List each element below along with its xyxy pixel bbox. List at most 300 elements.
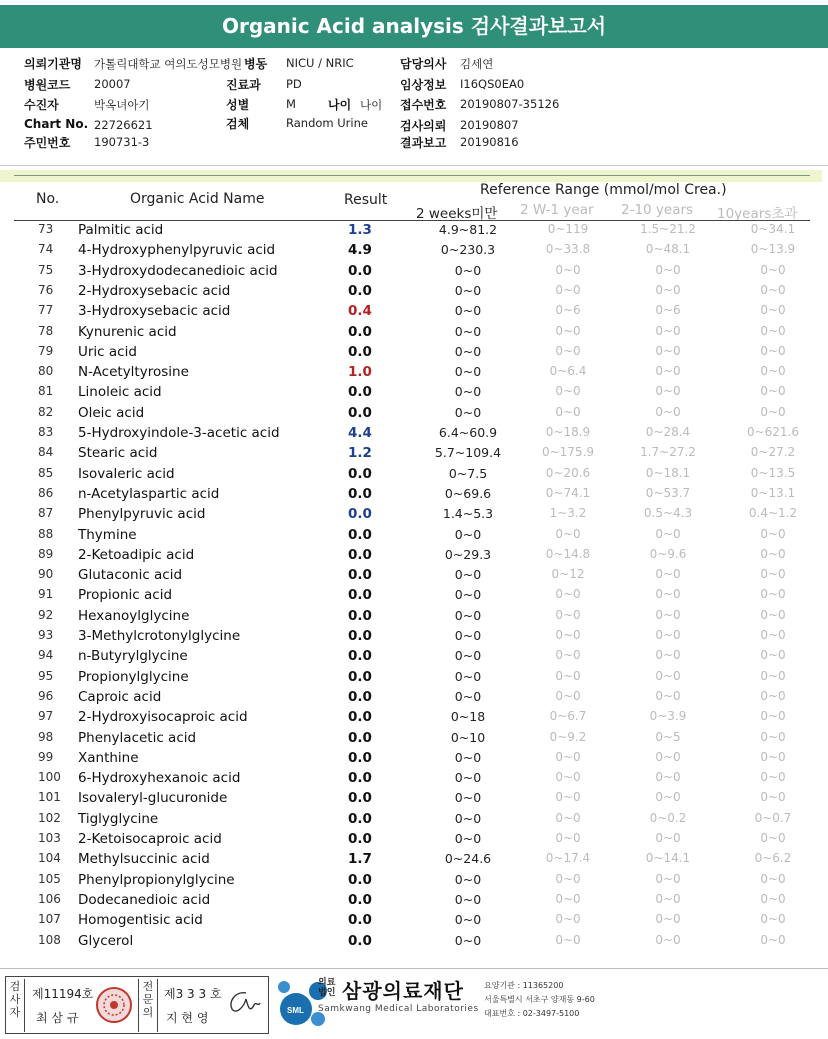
row-number: 82 (38, 404, 54, 419)
ref-2w-1y: 0~0 (555, 323, 581, 338)
ref-2-10y: 0~0 (655, 567, 681, 582)
ref-2-10y: 0~0 (655, 364, 681, 379)
result-value: 0.0 (348, 770, 372, 787)
ref-10y: 0~27.2 (750, 445, 796, 460)
acid-name: 2-Ketoadipic acid (78, 546, 195, 563)
row-number: 84 (38, 445, 54, 460)
row-number: 76 (38, 282, 54, 297)
ref-2weeks: 0~0 (454, 912, 482, 928)
patient-info (0, 52, 828, 167)
ref-2w-1y: 0~9.2 (549, 729, 587, 744)
acid-name: n-Acetylaspartic acid (78, 485, 220, 502)
acid-name: Kynurenic acid (78, 323, 177, 340)
row-number: 83 (38, 425, 54, 439)
ref-2weeks: 0~0 (454, 323, 482, 339)
institution-label: 의뢰기관명 (24, 57, 82, 71)
ref-2w-1y: 0~0 (555, 790, 581, 805)
ref-2weeks: 0~0 (454, 871, 482, 887)
specialist-name: 지 현 영 (166, 1011, 209, 1025)
ref-2w-1y: 0~6.7 (549, 709, 587, 724)
ref-2-10y: 0~0 (655, 607, 681, 622)
table-row (0, 364, 828, 384)
row-number: 75 (38, 262, 54, 277)
col-name-header: Organic Acid Name (130, 191, 265, 207)
resident-value: 190731-3 (94, 135, 150, 149)
row-number: 100 (38, 770, 61, 785)
acid-name: Oleic acid (78, 404, 145, 421)
ref-2weeks: 0~0 (454, 587, 482, 603)
ref-2-10y: 0~9.6 (649, 546, 687, 561)
ref-2weeks: 4.9~81.2 (438, 222, 498, 237)
acid-name: Homogentisic acid (78, 912, 203, 929)
row-number: 73 (38, 222, 54, 236)
ref-2weeks: 0~24.6 (444, 851, 492, 867)
acid-name: Glutaconic acid (78, 567, 183, 584)
acid-name: 4-Hydroxyphenylpyruvic acid (78, 242, 276, 259)
ref-10y: 0~0 (760, 709, 786, 724)
row-number: 105 (38, 871, 61, 886)
acid-name: Glycerol (78, 932, 134, 949)
ref-10y: 0~0 (760, 871, 786, 886)
ref-2weeks: 0~7.5 (448, 465, 488, 481)
table-row (0, 445, 828, 465)
signature-icon (224, 987, 262, 1017)
acid-name: Isovaleryl-glucuronide (78, 790, 228, 807)
hospital-code-label: 병원코드 (24, 78, 71, 92)
result-value: 0.0 (348, 384, 372, 401)
col-result-header: Result (344, 192, 388, 208)
ref-2weeks: 0~0 (454, 891, 482, 907)
specialist-role: 전문의 (138, 979, 158, 1032)
ref-2weeks: 0~0 (454, 526, 482, 542)
ref-2weeks: 0~0 (454, 282, 482, 298)
ref-2-10y: 0~0 (655, 790, 681, 805)
result-value: 1.0 (348, 364, 372, 381)
row-number: 108 (38, 932, 61, 947)
result-value: 0.0 (348, 485, 372, 502)
accession-label: 접수번호 (400, 98, 447, 112)
ref-col-2w-1y: 2 W-1 year (520, 202, 594, 218)
acid-name: 2-Hydroxyisocaproic acid (78, 709, 248, 726)
ref-2-10y: 0~0 (655, 384, 681, 399)
header-divider (14, 220, 810, 221)
result-value: 0.0 (348, 668, 372, 685)
ref-2w-1y: 0~12 (551, 567, 585, 582)
row-number: 87 (38, 506, 54, 521)
row-number: 90 (38, 567, 54, 582)
result-value: 0.0 (348, 749, 372, 766)
result-value: 0.0 (348, 404, 372, 421)
hospital-code-value: 20007 (94, 77, 131, 91)
ref-2w-1y: 0~175.9 (541, 445, 595, 460)
result-value: 1.2 (348, 445, 372, 462)
row-number: 74 (38, 242, 54, 257)
ref-2weeks: 0~0 (454, 567, 482, 583)
chart-label: Chart No. (24, 117, 89, 131)
ref-10y: 0~0 (760, 749, 786, 764)
table-row (0, 689, 828, 709)
ref-10y: 0~13.9 (750, 242, 796, 257)
table-row (0, 750, 828, 770)
ref-2weeks: 1.4~5.3 (442, 506, 494, 522)
result-value: 0.0 (348, 323, 372, 340)
ref-2-10y: 0~14.1 (645, 851, 691, 866)
result-value: 4.9 (348, 242, 372, 259)
table-row (0, 730, 828, 750)
requested-label: 검사의뢰 (400, 119, 447, 133)
result-value: 0.0 (348, 587, 372, 604)
ref-2w-1y: 0~119 (547, 222, 589, 236)
row-number: 103 (38, 831, 61, 845)
ref-2weeks: 0~0 (454, 810, 482, 826)
ref-2w-1y: 0~0 (555, 749, 581, 764)
acid-name: Propionic acid (78, 587, 173, 604)
ref-10y: 0~0 (760, 546, 786, 561)
ref-2w-1y: 0~33.8 (545, 242, 591, 257)
ref-2-10y: 0~0 (655, 648, 681, 663)
ward-label: 병동 (244, 57, 268, 71)
ref-2-10y: 0~6 (655, 303, 681, 318)
ref-2-10y: 0~53.7 (645, 485, 691, 500)
ref-10y: 0~0 (760, 831, 786, 845)
reported-label: 결과보고 (400, 136, 447, 150)
row-number: 106 (38, 891, 61, 906)
acid-name: Xanthine (78, 749, 139, 766)
ref-2-10y: 0~0 (655, 587, 681, 602)
doctor-label: 담당의사 (400, 57, 447, 71)
ref-2-10y: 0~0.2 (649, 810, 687, 825)
acid-name: 5-Hydroxyindole-3-acetic acid (78, 425, 280, 441)
inspector-name: 최 삼 규 (36, 1011, 79, 1025)
table-row (0, 892, 828, 912)
result-value: 0.0 (348, 709, 372, 726)
ref-2w-1y: 0~0 (555, 871, 581, 886)
institution-value: 가톨릭대학교 여의도성모병원 (94, 57, 243, 71)
table-row (0, 831, 828, 851)
ref-10y: 0~0 (760, 790, 786, 805)
section-line (14, 175, 810, 176)
result-value: 1.7 (348, 851, 372, 868)
result-value: 0.4 (348, 303, 372, 320)
ref-10y: 0~6.2 (754, 851, 792, 866)
acid-name: Phenylpropionylglycine (78, 871, 235, 888)
table-row (0, 466, 828, 486)
dept-label: 진료과 (226, 78, 261, 92)
ref-2-10y: 0~0 (655, 323, 681, 338)
accession-value: 20190807-35126 (460, 97, 560, 111)
acid-name: N-Acetyltyrosine (78, 364, 189, 381)
ref-10y: 0~0 (760, 567, 786, 582)
acid-name: Uric acid (78, 343, 137, 360)
ref-2weeks: 0~230.3 (440, 242, 496, 258)
ref-2w-1y: 0~0 (555, 282, 581, 297)
result-value: 0.0 (348, 688, 372, 705)
acid-name: Palmitic acid (78, 222, 164, 238)
org-phone: 대표번호 : 02-3497-5100 (484, 1009, 580, 1018)
table-row (0, 669, 828, 689)
row-number: 107 (38, 912, 61, 927)
acid-name: Stearic acid (78, 445, 158, 462)
result-value: 4.4 (348, 425, 372, 441)
ward-value: NICU / NRIC (286, 56, 354, 70)
ref-2weeks: 0~0 (454, 628, 482, 643)
ref-2-10y: 0~3.9 (649, 709, 687, 724)
table-row (0, 567, 828, 587)
table-row (0, 933, 828, 953)
ref-2-10y: 0~0 (655, 749, 681, 764)
ref-2w-1y: 0~0 (555, 932, 581, 947)
ref-2-10y: 0.5~4.3 (643, 506, 693, 521)
table-row (0, 506, 828, 526)
info-divider (0, 165, 828, 166)
row-number: 92 (38, 607, 54, 622)
ref-2-10y: 0~0 (655, 404, 681, 419)
ref-2w-1y: 0~74.1 (545, 485, 591, 500)
result-value: 0.0 (348, 607, 372, 624)
inspector-role: 검사자 (6, 979, 25, 1032)
ref-10y: 0~0 (760, 323, 786, 338)
acid-name: Hexanoylglycine (78, 607, 190, 624)
row-number: 79 (38, 343, 54, 358)
ref-2-10y: 0~0 (655, 282, 681, 297)
table-row (0, 648, 828, 668)
result-value: 0.0 (348, 810, 372, 827)
result-value: 0.0 (348, 546, 372, 563)
ref-2weeks: 0~0 (454, 648, 482, 664)
table-row (0, 283, 828, 303)
table-row (0, 242, 828, 262)
table-row (0, 486, 828, 506)
clinical-value: I16QS0EA0 (460, 77, 525, 91)
ref-2weeks: 0~0 (454, 343, 482, 359)
row-number: 95 (38, 668, 54, 683)
ref-10y: 0~0 (760, 364, 786, 379)
acid-name: 3-Methylcrotonylglycine (78, 628, 241, 644)
result-value: 0.0 (348, 790, 372, 807)
sex-label: 성별 (226, 98, 250, 112)
row-number: 99 (38, 749, 54, 764)
row-number: 85 (38, 465, 54, 480)
col-no-header: No. (36, 191, 60, 207)
ref-col-2-10y: 2-10 years (621, 202, 694, 218)
ref-2weeks: 0~69.6 (444, 485, 492, 501)
section-band (0, 170, 822, 182)
result-value: 0.0 (348, 729, 372, 746)
acid-name: Phenylpyruvic acid (78, 506, 206, 523)
result-value: 0.0 (348, 343, 372, 360)
ref-col-10y: 10years초과 (717, 206, 798, 222)
ref-2-10y: 0~0 (655, 262, 681, 277)
ref-10y: 0~0 (760, 912, 786, 927)
ref-10y: 0~0 (760, 607, 786, 622)
ref-2w-1y: 0~0 (555, 831, 581, 845)
ref-2weeks: 0~0 (454, 607, 482, 623)
acid-name: 3-Hydroxydodecanedioic acid (78, 262, 278, 279)
ref-2-10y: 0~0 (655, 770, 681, 785)
ref-2weeks: 0~0 (454, 303, 482, 319)
ref-2w-1y: 0~0 (555, 810, 581, 825)
ref-2weeks: 0~10 (450, 729, 486, 745)
specimen-label: 검체 (226, 117, 250, 131)
ref-2-10y: 0~0 (655, 932, 681, 947)
recipient-label: 수진자 (24, 98, 59, 112)
ref-2-10y: 0~48.1 (645, 242, 691, 257)
ref-2w-1y: 0~6.4 (549, 364, 587, 379)
row-number: 77 (38, 303, 54, 318)
acid-name: Dodecanedioic acid (78, 891, 211, 908)
ref-2-10y: 0~0 (655, 912, 681, 927)
table-row (0, 811, 828, 831)
acid-name: Thymine (78, 526, 137, 543)
ref-10y: 0~621.6 (746, 425, 800, 439)
ref-2-10y: 0~0 (655, 628, 681, 642)
org-name-en: Samkwang Medical Laboratories (318, 1004, 479, 1014)
ref-10y: 0~34.1 (750, 222, 796, 236)
result-value: 0.0 (348, 628, 372, 644)
acid-name: Linoleic acid (78, 384, 162, 401)
ref-2-10y: 0~0 (655, 871, 681, 886)
table-row (0, 912, 828, 932)
ref-10y: 0~13.1 (750, 485, 796, 500)
ref-2-10y: 0~0 (655, 688, 681, 703)
age-label: 나이 (328, 98, 352, 112)
ref-10y: 0~0 (760, 303, 786, 318)
ref-2w-1y: 0~0 (555, 587, 581, 602)
ref-2weeks: 0~0 (454, 932, 482, 948)
ref-2weeks: 0~0 (454, 770, 482, 786)
org-address: 서울특별시 서초구 양재동 9-60 (484, 995, 595, 1004)
ref-2w-1y: 0~20.6 (545, 465, 591, 480)
ref-2-10y: 0~0 (655, 343, 681, 358)
ref-10y: 0~0 (760, 628, 786, 642)
result-value: 0.0 (348, 831, 372, 847)
ref-2weeks: 0~18 (450, 709, 486, 725)
acid-name: 2-Ketoisocaproic acid (78, 831, 222, 847)
ref-2w-1y: 1~3.2 (549, 506, 587, 521)
result-value: 0.0 (348, 465, 372, 482)
row-number: 98 (38, 729, 54, 744)
clinical-label: 임상정보 (400, 78, 447, 92)
report-title: Organic Acid analysis 검사결과보고서 (0, 5, 828, 48)
ref-10y: 0~0 (760, 282, 786, 297)
result-value: 0.0 (348, 567, 372, 584)
seal-icon (94, 985, 134, 1025)
table-row (0, 527, 828, 547)
ref-2weeks: 0~0 (454, 364, 482, 380)
signature-box (5, 976, 269, 1034)
result-value: 0.0 (348, 932, 372, 949)
ref-10y: 0~0.7 (754, 810, 792, 825)
ref-2weeks: 0~0 (454, 688, 482, 704)
inspector-license: 제11194호 (32, 987, 94, 1001)
ref-10y: 0~0 (760, 343, 786, 358)
ref-10y: 0~0 (760, 668, 786, 683)
acid-name: 6-Hydroxyhexanoic acid (78, 770, 241, 787)
dept-value: PD (286, 77, 302, 91)
ref-10y: 0~0 (760, 648, 786, 663)
table-row (0, 628, 828, 648)
ref-2w-1y: 0~0 (555, 648, 581, 663)
ref-10y: 0~0 (760, 262, 786, 277)
table-row (0, 851, 828, 871)
table-row (0, 547, 828, 567)
table-row (0, 303, 828, 323)
ref-2w-1y: 0~0 (555, 607, 581, 622)
table-row (0, 587, 828, 607)
table-row (0, 872, 828, 892)
requested-value: 20190807 (460, 118, 519, 132)
table-row (0, 263, 828, 283)
row-number: 81 (38, 384, 54, 399)
ref-2w-1y: 0~0 (555, 668, 581, 683)
ref-2w-1y: 0~18.9 (545, 425, 591, 439)
org-code: 요양기관 : 11365200 (484, 981, 564, 990)
acid-name: Phenylacetic acid (78, 729, 197, 746)
table-row (0, 709, 828, 729)
ref-10y: 0~0 (760, 770, 786, 785)
ref-2-10y: 0~0 (655, 831, 681, 845)
ref-2weeks: 0~0 (454, 749, 482, 765)
ref-2-10y: 0~28.4 (645, 425, 691, 439)
ref-2w-1y: 0~17.4 (545, 851, 591, 866)
doctor-value: 김세연 (460, 57, 494, 71)
ref-2-10y: 0~0 (655, 668, 681, 683)
row-number: 78 (38, 323, 54, 338)
result-value: 0.0 (348, 891, 372, 908)
row-number: 91 (38, 587, 54, 602)
recipient-value: 박옥녀아기 (94, 98, 150, 112)
acid-name: Methylsuccinic acid (78, 851, 210, 868)
row-number: 89 (38, 546, 54, 561)
ref-col-2weeks: 2 weeks미만 (416, 206, 498, 222)
report-footer (0, 972, 828, 1039)
table-row (0, 405, 828, 425)
ref-2weeks: 6.4~60.9 (438, 425, 498, 440)
row-number: 86 (38, 485, 54, 500)
ref-2w-1y: 0~0 (555, 384, 581, 399)
ref-10y: 0~13.5 (750, 465, 796, 480)
row-number: 102 (38, 810, 61, 825)
result-value: 0.0 (348, 871, 372, 888)
logo-text: SML (287, 1006, 304, 1015)
result-value: 0.0 (348, 912, 372, 929)
acid-name: Tiglyglycine (78, 810, 159, 827)
ref-2w-1y: 0~0 (555, 891, 581, 906)
result-value: 0.0 (348, 648, 372, 665)
acid-name: Isovaleric acid (78, 465, 175, 482)
col-ref-header: Reference Range (mmol/mol Crea.) (480, 182, 727, 198)
result-value: 0.0 (348, 282, 372, 299)
table-row (0, 344, 828, 364)
row-number: 97 (38, 709, 54, 724)
ref-2w-1y: 0~0 (555, 343, 581, 358)
ref-2w-1y: 0~0 (555, 404, 581, 419)
acid-name: Propionylglycine (78, 668, 189, 685)
ref-2weeks: 0~0 (454, 384, 482, 400)
ref-2-10y: 0~0 (655, 891, 681, 906)
table-row (0, 425, 828, 445)
specimen-value: Random Urine (286, 116, 368, 130)
row-number: 96 (38, 688, 54, 703)
ref-2w-1y: 0~14.8 (545, 546, 591, 561)
ref-2-10y: 0~5 (655, 729, 681, 744)
reported-value: 20190816 (460, 135, 519, 149)
ref-2weeks: 0~0 (454, 668, 482, 684)
ref-10y: 0~0 (760, 688, 786, 703)
ref-10y: 0~0 (760, 891, 786, 906)
ref-10y: 0~0 (760, 404, 786, 419)
ref-2w-1y: 0~0 (555, 912, 581, 927)
